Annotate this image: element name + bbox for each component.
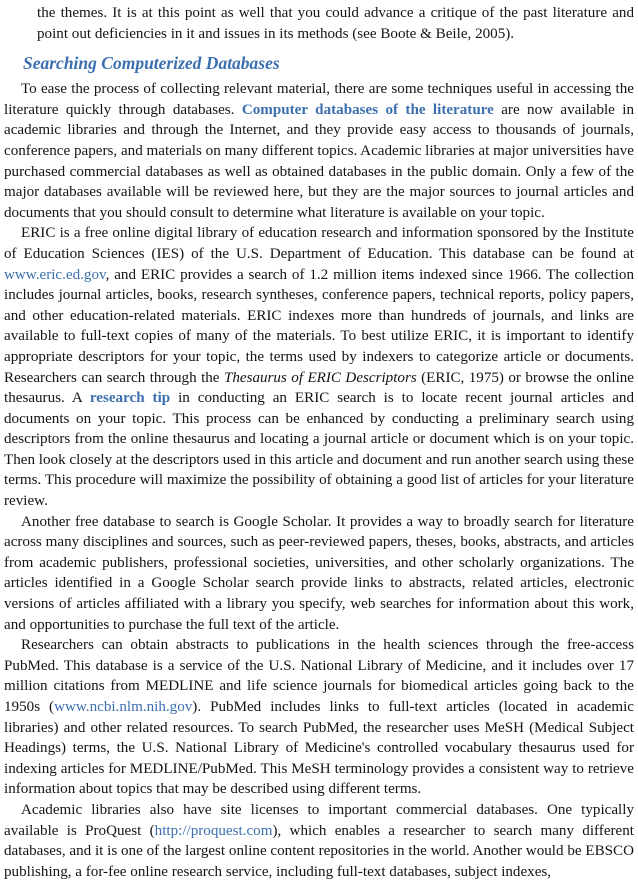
document-page: [4, 3, 634, 882]
paragraph-text: ). PubMed includes links to full-text articles (located in academic libraries) and other related resources. To search PubMed, the researcher uses MeSH (Medical Subject Headings) terms, the U.S. National Library of Medicine's controlled vocabulary thesaurus used for indexing articles for MEDLINE/PubMed. This MeSH terminology provides a consistent way to retrieve information about topics that may be described using different terms.: [4, 699, 634, 798]
paragraph-pubmed: [4, 635, 634, 800]
proquest-link[interactable]: http://proquest.com: [154, 822, 273, 839]
paragraph-text: ), which enables a researcher to search many different databases, and it is one of the largest online content repositories in the world. Another would be EBSCO publishing, a for-fee online research service, including full-text databases, subject indexes,: [4, 822, 634, 880]
eric-link[interactable]: www.eric.ed.gov: [4, 266, 106, 283]
paragraph-text: (ERIC, 1975) or browse the online thesaurus. A: [4, 369, 635, 407]
intro-paragraph: the themes. It is at this point as well that you could advance a critique of the past literature and point out deficiencies in it and issues in its methods (see Boote & Beile, 2005).: [37, 5, 634, 42]
key-term: Computer databases of the literature: [241, 101, 494, 118]
paragraph-text: , and ERIC provides a search of 1.2 million items indexed since 1966. The collection includes journal articles, books, research syntheses, conference papers, technical reports, policy papers, and other education-related materials. ERIC indexes more than hundreds of journals, and links are available to full-text copies of many of the materials. To best utilize ERIC, it is important to identify appropriate descriptors for your topic, the terms used by indexers to categorize article or documents. Researchers can search through the: [4, 266, 634, 386]
key-term: research tip: [89, 390, 171, 407]
paragraph-text: in conducting an ERIC search is to locate recent journal articles and documents on your topic. This process can be enhanced by conducting a preliminary search using descriptors from the online thesaurus and locating a journal article or document which is on your topic. Then look closely at the descriptors used in this article and document and run another search using these terms. This procedure will maximize the possibility of obtaining a good list of articles for your literature review.: [4, 390, 635, 510]
paragraph-proquest: [4, 800, 634, 882]
pubmed-link[interactable]: www.ncbi.nlm.nih.gov: [54, 699, 193, 715]
paragraph-text: are now available in academic libraries and through the Internet, and they provide easy access to thousands of journals, conference papers, and materials on many different topics. Academic libraries at major universities have purchased commercial databases as well as obtained databases in the public domain. Only a few of the major databases available will be reviewed here, but they are the major sources to journal articles and documents that you should consult to determine what literature is available on your topic.: [4, 101, 635, 221]
paragraph-text: ERIC is a free online digital library of education research and information sponsored by the Institute of Education Sciences (IES) of the U.S. Department of Education. This database can be found at: [4, 225, 634, 262]
thesaurus-title: Thesaurus of ERIC Descriptors: [223, 369, 417, 386]
paragraph-eric: [4, 223, 634, 511]
paragraph-text: To ease the process of collecting relevant material, there are some techniques useful in accessing the literature quickly through databases.: [4, 81, 634, 118]
paragraph-text: Academic libraries also have site licenses to important commercial databases. One typically available is ProQuest (: [4, 801, 634, 839]
section-heading: Searching Computerized Databases: [23, 53, 280, 74]
paragraph-google-scholar: Another free database to search is Google Scholar. It provides a way to broadly search for literature across many disciplines and sources, such as peer-reviewed papers, theses, books, abstracts, and articles from academic publishers, professional societies, universities, and other scholarly organizations. The articles identified in a Google Scholar search provide links to abstracts, related articles, electronic versions of articles affiliated with a library you specify, web searches for information about this work, and opportunities to purchase the full text of the article.: [4, 513, 634, 633]
paragraph-databases: [4, 79, 634, 223]
paragraph-text: Researchers can obtain abstracts to publications in the health sciences through the free-access PubMed. This database is a service of the U.S. National Library of Medicine, and it includes over 17 million citations from MEDLINE and life science journals for biomedical articles going back to the 1950s (: [4, 637, 634, 715]
